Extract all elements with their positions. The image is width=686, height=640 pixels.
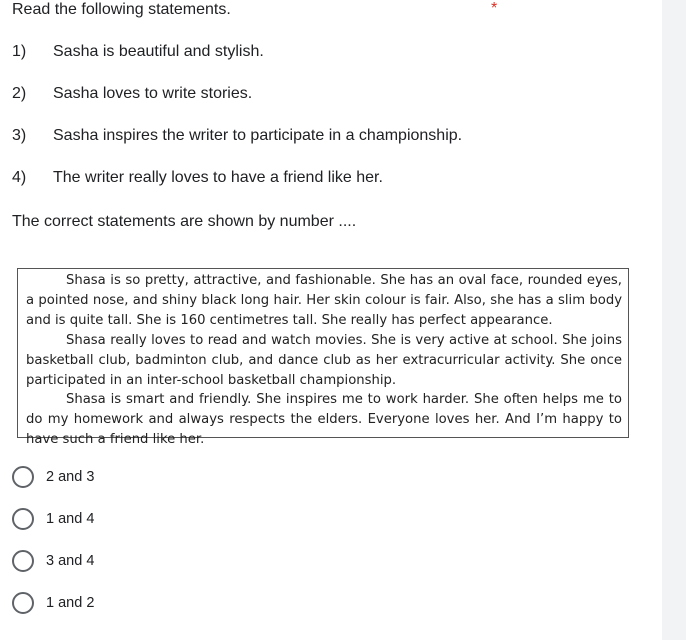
option-label: 1 and 4 — [46, 511, 95, 527]
statement-text: Sasha is beautiful and stylish. — [53, 43, 264, 60]
question-ask: The correct statements are shown by number .... — [12, 213, 357, 230]
statement-text: The writer really loves to have a friend like her. — [53, 169, 383, 186]
statement-number: 1) — [12, 43, 27, 60]
reading-passage — [17, 268, 629, 448]
statement-text: Sasha loves to write stories. — [53, 85, 253, 102]
radio-unchecked-icon[interactable] — [12, 550, 34, 572]
statement-text: Sasha inspires the writer to participate in a championship. — [53, 127, 463, 144]
passage-paragraph-3: Shasa is smart and friendly. She inspires me to work harder. She often helps me to do my homework and always respects the elders. Everyone loves her. And I’m happy to have such a friend like her. — [26, 392, 622, 448]
radio-unchecked-icon[interactable] — [12, 466, 34, 488]
passage-paragraph-1: Shasa is so pretty, attractive, and fashionable. She has an oval face, rounded eyes, a pointed nose, and shiny black long hair. Her skin colour is fair. Also, she has a slim body and is quite tall. She is 160 centimetres tall. She really has perfect appearance. — [26, 273, 622, 328]
option-label: 2 and 3 — [46, 469, 95, 485]
statement-number: 4) — [12, 169, 27, 186]
passage-paragraph-2: Shasa really loves to read and watch movies. She is very active at school. She joins basketball club, badminton club, and dance club as her extracurricular activity. She once participated in an inter-school basketball championship. — [26, 332, 622, 388]
required-marker: * — [491, 0, 498, 17]
radio-unchecked-icon[interactable] — [12, 508, 34, 530]
scrollbar-gutter — [662, 0, 686, 640]
question-prompt: Read the following statements. — [12, 1, 231, 18]
radio-unchecked-icon[interactable] — [12, 592, 34, 614]
option-label: 1 and 2 — [46, 595, 95, 611]
statement-number: 3) — [12, 127, 27, 144]
statement-number: 2) — [12, 85, 27, 102]
option-label: 3 and 4 — [46, 553, 95, 569]
